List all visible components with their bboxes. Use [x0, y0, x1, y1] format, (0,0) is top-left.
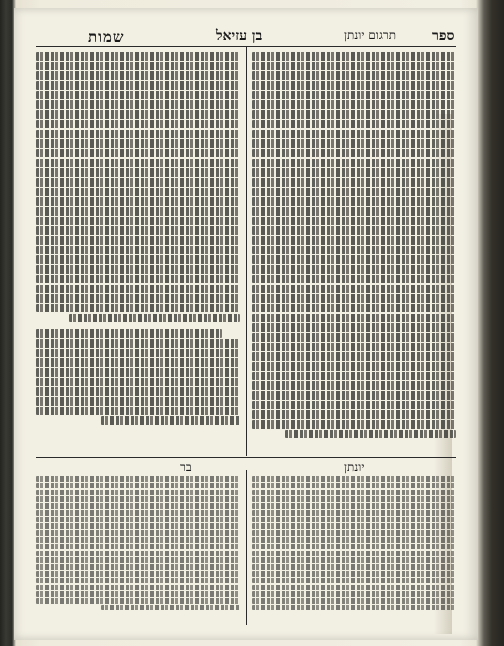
upper-column-divider	[246, 46, 247, 456]
left-header-word: בן עזיאל	[216, 28, 263, 44]
upper-right-text-column	[252, 52, 456, 452]
lower-left-header: בר	[180, 460, 192, 474]
left-header-title: שמות	[88, 28, 125, 46]
lower-column-divider	[246, 470, 247, 625]
upper-left-text-column	[36, 52, 240, 452]
right-header-word: ספר	[432, 28, 455, 44]
page-sheet	[14, 8, 478, 640]
section-rule	[36, 457, 456, 458]
lower-left-commentary	[36, 476, 240, 626]
lower-right-commentary	[252, 476, 456, 626]
lower-right-header: יונתן	[344, 460, 365, 474]
right-header-title: תרגום יונתן	[344, 28, 397, 42]
